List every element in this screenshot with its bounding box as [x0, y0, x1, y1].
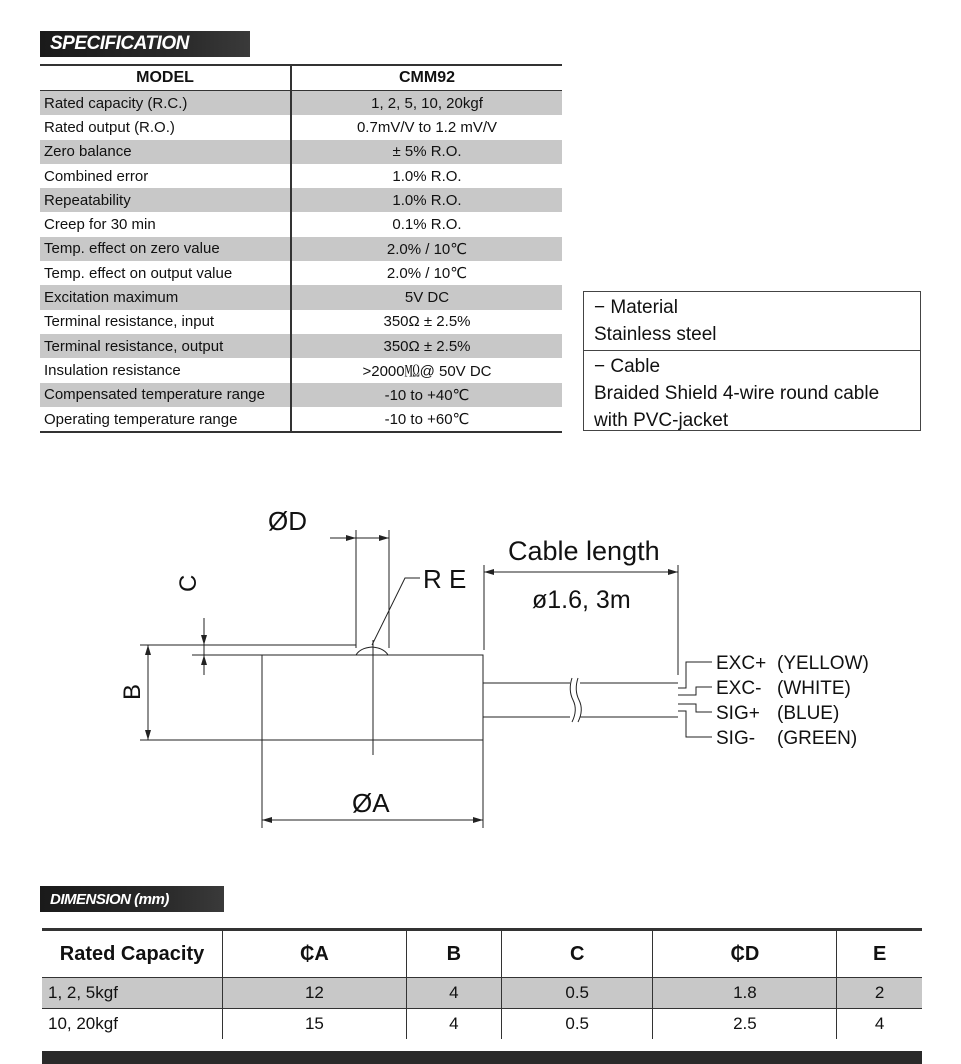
cell-d: 1.8 [653, 978, 837, 1009]
spec-label: Temp. effect on zero value [40, 237, 291, 261]
spec-value: 350Ω ± 2.5% [383, 313, 471, 331]
spec-value: 350Ω ± 2.5% [291, 334, 562, 358]
header-a: ₵A [223, 930, 407, 978]
cell-b: 4 [406, 1009, 501, 1040]
cable-length-title: Cable length [508, 536, 660, 566]
header-e: E [837, 930, 922, 978]
cell-a: 15 [223, 1009, 407, 1040]
spec-header-row [40, 65, 562, 91]
wire-signal: SIG+ [716, 703, 760, 724]
wire-color: (BLUE) [777, 703, 840, 724]
model-header: MODEL [40, 65, 291, 91]
spec-label: Rated capacity (R.C.) [40, 91, 291, 116]
spec-row [40, 358, 562, 382]
spec-label: Operating temperature range [40, 407, 291, 432]
spec-row [40, 334, 562, 358]
dimension-banner [40, 886, 224, 912]
model-value-header: CMM92 [291, 65, 562, 91]
spec-value: 2.0% / 10℃ [386, 265, 468, 283]
cable-description-line2: with PVC-jacket [594, 410, 729, 431]
dimension-title: DIMENSION (mm) [50, 890, 169, 908]
material-section [584, 292, 920, 350]
material-info-box [583, 291, 921, 431]
wire-sig-minus [678, 711, 712, 737]
cable-break-1 [570, 678, 575, 722]
spec-row [40, 407, 562, 432]
spec-value: 1, 2, 5, 10, 20kgf [291, 91, 562, 116]
arrow-a1 [262, 817, 272, 823]
wire-color: (GREEN) [777, 728, 858, 749]
header-b: B [406, 930, 501, 978]
cell-capacity: 10, 20kgf [42, 1009, 223, 1040]
arrow-d2 [379, 535, 389, 541]
dimension-table [42, 928, 922, 1039]
label-c: C [175, 574, 202, 592]
spec-row [40, 140, 562, 164]
spec-row [40, 237, 562, 261]
spec-value: 5V DC [291, 285, 562, 309]
bottom-bar [42, 1051, 922, 1064]
spec-label: Zero balance [40, 140, 291, 164]
wire-signal: SIG- [716, 728, 756, 749]
spec-label: Compensated temperature range [40, 383, 291, 407]
spec-row [40, 91, 562, 116]
dimension-header-row [42, 930, 922, 978]
material-heading: − Material [594, 297, 678, 318]
wire-signal: EXC- [716, 678, 762, 699]
spec-row [40, 212, 562, 236]
spec-label: Insulation resistance [40, 358, 291, 382]
header-rated-capacity: Rated Capacity [42, 930, 223, 978]
cell-b: 4 [406, 978, 501, 1009]
spec-row [40, 261, 562, 285]
cable-length-value: ø1.6, 3m [532, 586, 631, 614]
spec-value: -10 to +60℃ [291, 407, 562, 432]
spec-label: Rated output (R.O.) [40, 115, 291, 139]
specification-table [40, 64, 562, 433]
label-a: ØA [352, 788, 390, 818]
cable-description-line1: Braided Shield 4-wire round cable [594, 383, 880, 404]
label-b: B [119, 683, 146, 700]
cell-e: 2 [837, 978, 922, 1009]
spec-value: 2.0% / 10℃ [291, 237, 562, 261]
material-value: Stainless steel [594, 324, 717, 345]
spec-row [40, 164, 562, 188]
specification-banner [40, 31, 250, 57]
spec-row [40, 285, 562, 309]
cell-e: 4 [837, 1009, 922, 1040]
spec-value: -10 to +40℃ [291, 383, 562, 407]
spec-label: Creep for 30 min [40, 212, 291, 236]
arrow-c2 [201, 655, 207, 665]
cable-heading: − Cable [594, 356, 661, 377]
cell-a: 12 [223, 978, 407, 1009]
spec-row [40, 383, 562, 407]
spec-value: 1.0% R.O. [392, 167, 462, 185]
arrow-a2 [473, 817, 483, 823]
cable-break-2 [576, 678, 581, 722]
spec-value: 0.1% R.O. [392, 216, 462, 234]
wire-color: (WHITE) [777, 678, 851, 699]
arrow-cl2 [668, 569, 678, 575]
spec-label: Terminal resistance, input [40, 310, 291, 334]
header-c: C [501, 930, 653, 978]
arrow-cl1 [484, 569, 494, 575]
label-d: ØD [268, 506, 307, 536]
cell-c: 0.5 [501, 1009, 653, 1040]
wire-color: (YELLOW) [777, 653, 869, 674]
spec-label: Temp. effect on output value [40, 261, 291, 285]
arrow-b2 [145, 730, 151, 740]
load-button [356, 647, 388, 655]
spec-label: Combined error [40, 164, 291, 188]
specification-title: SPECIFICATION [50, 33, 189, 54]
spec-row [40, 115, 562, 139]
spec-value: >2000㏁@ 50V DC [362, 362, 492, 380]
spec-label: Excitation maximum [40, 285, 291, 309]
header-d: ₵D [653, 930, 837, 978]
cell-capacity: 1, 2, 5kgf [42, 978, 223, 1009]
spec-label: Repeatability [40, 188, 291, 212]
cell-c: 0.5 [501, 978, 653, 1009]
spec-value: 1.0% R.O. [291, 188, 562, 212]
dimension-row [42, 1009, 922, 1040]
spec-value: 0.7mV/V to 1.2 mV/V [356, 118, 498, 136]
label-re: R E [423, 564, 467, 594]
wire-signal: EXC+ [716, 653, 767, 674]
spec-row [40, 310, 562, 334]
spec-row [40, 188, 562, 212]
spec-value: ± 5% R.O. [291, 140, 562, 164]
wire-exc-plus [678, 662, 712, 688]
dimension-row [42, 978, 922, 1009]
arrow-c1 [201, 635, 207, 645]
spec-label: Terminal resistance, output [40, 334, 291, 358]
arrow-b1 [145, 645, 151, 655]
cable-section [584, 350, 920, 436]
re-leader [372, 578, 420, 645]
arrow-d [346, 535, 356, 541]
cell-d: 2.5 [653, 1009, 837, 1040]
load-cell-drawing [0, 490, 961, 850]
